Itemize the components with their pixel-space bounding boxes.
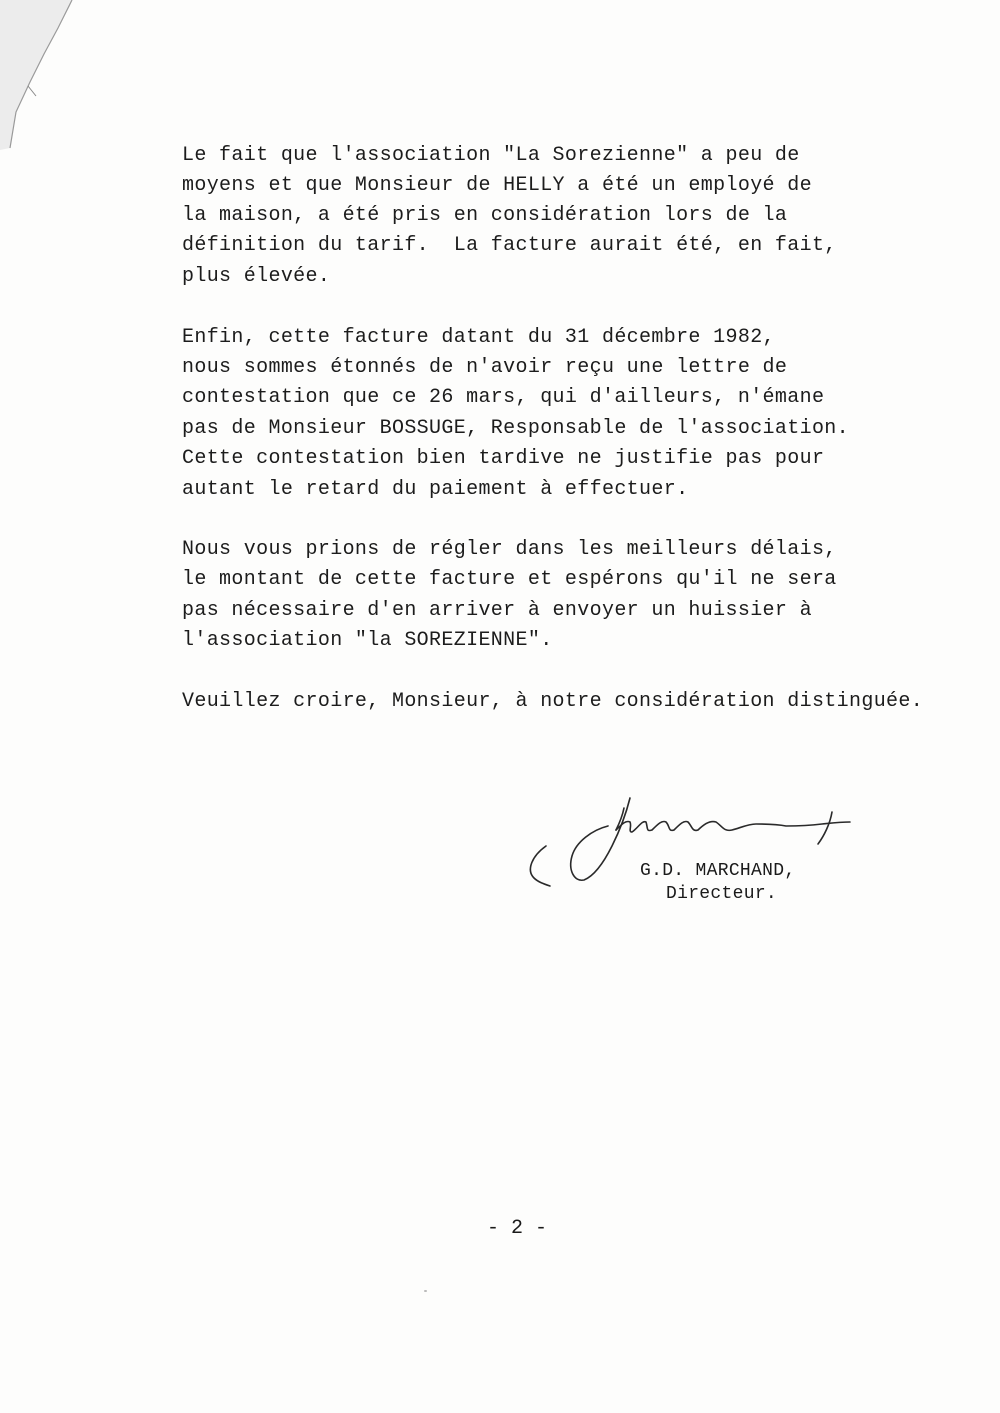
page-number: - 2 - [486,1217,547,1240]
text-line: Cette contestation bien tardive ne justifie pas pour [182,447,825,470]
signatory-title: Directeur. [666,884,778,904]
text-line: l'association "la SOREZIENNE". [182,629,553,652]
text-line: Le fait que l'association "La Sorezienne" a peu de [182,144,800,167]
text-line: le montant de cette facture et espérons qu'il ne sera [182,568,837,591]
text-line: moyens et que Monsieur de HELLY a été un employé de [182,174,812,197]
text-line: contestation que ce 26 mars, qui d'ailleurs, n'émane [182,386,825,409]
signature-block [510,790,870,920]
text-line: définition du tarif. La facture aurait été, en fait, [182,234,837,257]
text-line: pas nécessaire d'en arriver à envoyer un huissier à [182,599,812,622]
text-line: autant le retard du paiement à effectuer. [182,478,689,501]
paper-speck [424,1290,427,1292]
text-line: nous sommes étonnés de n'avoir reçu une lettre de [182,356,788,379]
signatory-name: G.D. MARCHAND, [640,861,796,881]
text-line: Nous vous prions de régler dans les meilleurs délais, [182,538,837,561]
text-line: plus élevée. [182,265,331,288]
page-fold-mark [0,0,80,160]
closing-line: Veuillez croire, Monsieur, à notre considération distinguée. [182,690,924,713]
text-line: Enfin, cette facture datant du 31 décembre 1982, [182,326,775,349]
text-line: pas de Monsieur BOSSUGE, Responsable de l'association. [182,417,850,440]
text-line: la maison, a été pris en considération lors de la [182,204,788,227]
